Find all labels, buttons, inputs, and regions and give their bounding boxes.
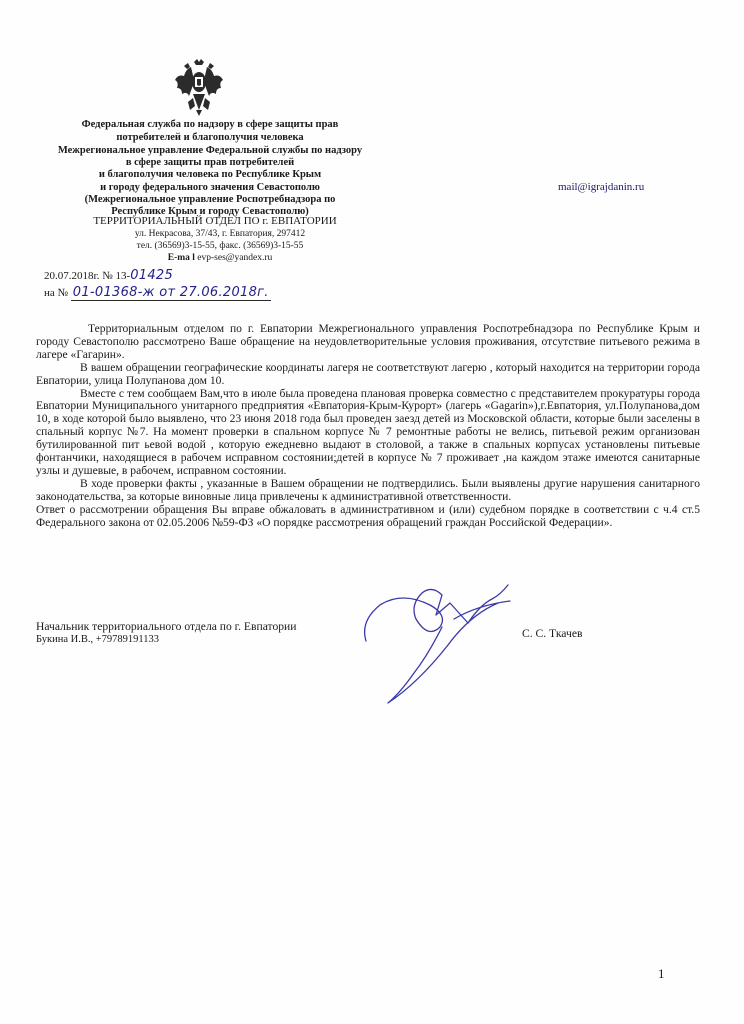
handwritten-signature bbox=[358, 575, 528, 725]
phone-fax: тел. (36569)3-15-55, факс. (36569)3-15-55 bbox=[136, 241, 304, 251]
outgoing-date: 20.07.2018г. № 13- bbox=[44, 270, 131, 282]
incoming-reference bbox=[44, 285, 271, 300]
paragraph: В вашем обращении географические координаты лагеря не соответствуют лагерю , который находится на территории города Евпатории, улица Полупанова дом 10. bbox=[36, 360, 700, 387]
in-reply-prefix: на № bbox=[44, 287, 69, 299]
regional-office-line: и благополучия человека по Республике Крым bbox=[98, 169, 322, 181]
regional-office-line: (Межрегиональное управление Роспотребнадзора по bbox=[84, 193, 336, 205]
contact-block bbox=[60, 228, 380, 264]
emblem-icon bbox=[174, 58, 224, 118]
incoming-number: 01-01368-ж от 27.06.2018г. bbox=[72, 285, 269, 300]
page-number: 1 bbox=[658, 966, 665, 981]
email-address: evp-ses@yandex.ru bbox=[197, 253, 273, 263]
letter-body bbox=[36, 323, 700, 530]
signatory-name: С. С. Ткачев bbox=[522, 627, 583, 640]
department-name: ТЕРРИТОРИАЛЬНЫЙ ОТДЕЛ ПО г. ЕВПАТОРИИ bbox=[93, 215, 337, 227]
agency-name bbox=[30, 118, 390, 144]
paragraph: Ответ о рассмотрении обращения Вы вправе обжаловать в административном и (или) судебном порядке в соответствии с ч.4 ст.5 Федерального закона от 02.05.2006 №59-ФЗ «О порядке рассмотрения обращений граждан Российской Федерации». bbox=[36, 502, 700, 529]
agency-name-line: Федеральная служба по надзору в сфере защиты прав bbox=[81, 119, 339, 130]
regional-office-line: и городу федерального значения Севастополю bbox=[100, 181, 320, 193]
paragraph: В ходе проверки факты , указанные в Вашем обращении не подтвердились. Были выявлены другие нарушения санитарного законодательства, за которые виновные лица привлечены к административной ответственности. bbox=[36, 476, 700, 503]
regional-office-line: Межрегиональное управление Федеральной службы по надзору bbox=[57, 145, 363, 156]
email-label: E-ma l bbox=[167, 253, 195, 263]
paragraph: Территориальным отделом по г. Евпатории Межрегионального управления Роспотребнадзора по Республике Крым и городу Севастополю рассмотрено Ваше обращение на неудовлетворительные условия проживания, отсутствие питьевого режима в лагере «Гагарин». bbox=[36, 322, 700, 361]
outgoing-reference bbox=[44, 268, 173, 283]
signatory-title: Начальник территориального отдела по г. Евпатории bbox=[36, 620, 297, 633]
regional-office-line: Республике Крым и городу Севастополю) bbox=[111, 206, 309, 218]
regional-office-name bbox=[20, 145, 400, 218]
paragraph: Вместе с тем сообщаем Вам,что в июле была проведена плановая проверка совместно с представителем прокуратуры города Евпатории Муниципального унитарного предприятия «Евпатория-Крым-Курорт» (лагерь «Gagarin»),г.Евпатория, ул.Полупанова,дом 10, в ходе которой было выявлено, что 23 июня 2018 года был проведен заезд детей из Московской области, которые были заселены в спальный корпус №7. На момент проверки в спальном корпусе № 7 ремонтные работы не велись, питьевой режим организован бутилированной пит ьевой водой , которую ежедневно выдают в столовой, а также в спальных корпусах установлены питьевые фонтанчики, находящиеся в рабочем исправном состоянии;детей в корпусе № 7 проживает ,на каждом этаже имеются санитарные узлы и душевые, в рабочем, исправном состоянии. bbox=[36, 386, 700, 477]
recipient-email: mail@igrajdanin.ru bbox=[558, 181, 645, 193]
address: ул. Некрасова, 37/43, г. Евпатория, 297412 bbox=[134, 229, 306, 239]
executor-contact: Букина И.В., +79789191133 bbox=[36, 634, 160, 645]
email-line bbox=[60, 252, 380, 264]
outgoing-number: 01425 bbox=[130, 268, 174, 283]
regional-office-line: в сфере защиты прав потребителей bbox=[125, 157, 295, 169]
agency-name-line: потребителей и благополучия человека bbox=[116, 132, 304, 143]
